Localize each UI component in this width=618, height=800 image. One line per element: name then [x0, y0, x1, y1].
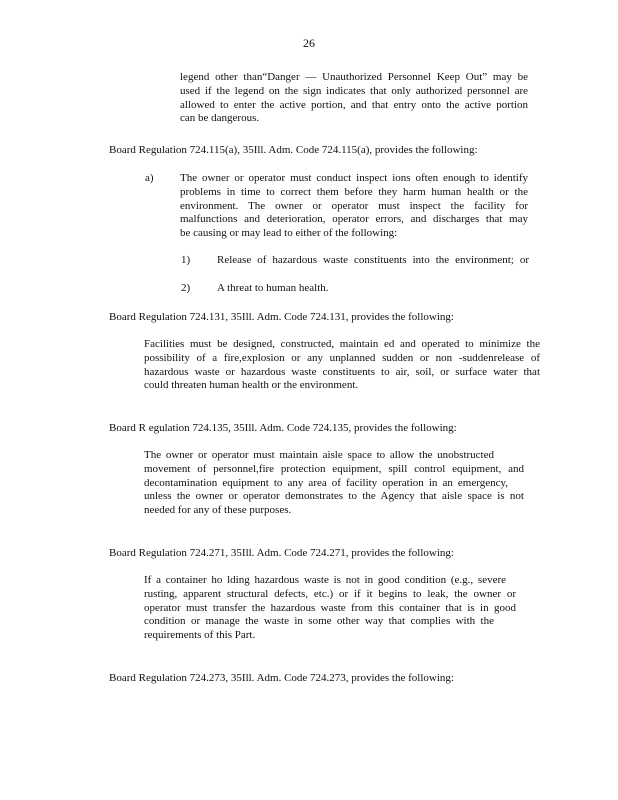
text-line: problems in time to correct them before they harm human health or the [180, 185, 528, 198]
section-heading: Board Regulation 724.131, 35Ill. Adm. Code 724.131, provides the following: [109, 311, 454, 323]
text-line: If a container ho lding hazardous waste is not in good condition (e.g., severe [144, 574, 506, 586]
section-heading: Board Regulation 724.273, 35Ill. Adm. Code 724.273, provides the following: [109, 672, 454, 684]
text-line: environment. The owner or operator must inspect the facility for [180, 199, 528, 212]
subitem-2-text [217, 282, 529, 296]
text-line: condition or manage the waste in some other way that complies with the [144, 615, 494, 628]
text-line: Release of hazardous waste constituents into the environment; or [217, 254, 529, 266]
text-line: decontamination equipment to any area of facility operation in an emergency, [144, 476, 508, 489]
section-heading: Board Regulation 724.271, 35Ill. Adm. Code 724.271, provides the following: [109, 547, 454, 559]
item-a-label: a) [145, 172, 154, 184]
text-line: movement of personnel,fire protection equipment, spill control equipment, and [144, 462, 524, 475]
section-body [144, 574, 516, 643]
text-line: The owner or operator must conduct inspect ions often enough to identify [180, 172, 528, 184]
text-line: be causing or may lead to either of the following: [180, 227, 398, 240]
section-body [144, 338, 540, 393]
text-line: requirements of this Part. [144, 629, 256, 642]
subitem-1-number: 1) [181, 254, 191, 266]
text-line: operator must transfer the hazardous waste from this container that is in good [144, 601, 516, 614]
text-line: Facilities must be designed, constructed, maintain ed and operated to minimize the [144, 338, 540, 350]
intro-quote [180, 71, 528, 126]
section-body [144, 449, 524, 518]
text-line: legend other than“Danger — Unauthorized Personnel Keep Out” may be [180, 71, 528, 83]
text-line: A threat to human health. [217, 282, 329, 294]
page-number: 26 [303, 36, 315, 50]
text-line: possibility of a fire,explosion or any unplanned sudden or non -suddenrelease of [144, 351, 540, 364]
text-line: hazardous waste or hazardous waste constituents to air, soil, or surface water that [144, 365, 540, 378]
text-line: can be dangerous. [180, 112, 260, 125]
text-line: used if the legend on the sign indicates that only authorized personnel are [180, 84, 528, 97]
text-line: unless the owner or operator demonstrates to the Agency that aisle space is not [144, 490, 524, 503]
section-heading: Board Regulation 724.115(a), 35Ill. Adm. Code 724.115(a), provides the following: [109, 144, 478, 156]
text-line: needed for any of these purposes. [144, 504, 292, 517]
subitem-1-text [217, 254, 529, 268]
subitem-2-number: 2) [181, 282, 191, 294]
text-line: allowed to enter the active portion, and that entry onto the active portion [180, 98, 528, 111]
section-heading: Board R egulation 724.135, 35Ill. Adm. Code 724.135, provides the following: [109, 422, 457, 434]
text-line: rusting, apparent structural defects, etc.) or if it begins to leak, the owner or [144, 587, 516, 600]
text-line: could threaten human health or the environment. [144, 379, 359, 392]
text-line: malfunctions and deterioration, operator errors, and discharges that may [180, 213, 528, 226]
item-a-text [180, 172, 528, 241]
text-line: The owner or operator must maintain aisle space to allow the unobstructed [144, 449, 494, 461]
